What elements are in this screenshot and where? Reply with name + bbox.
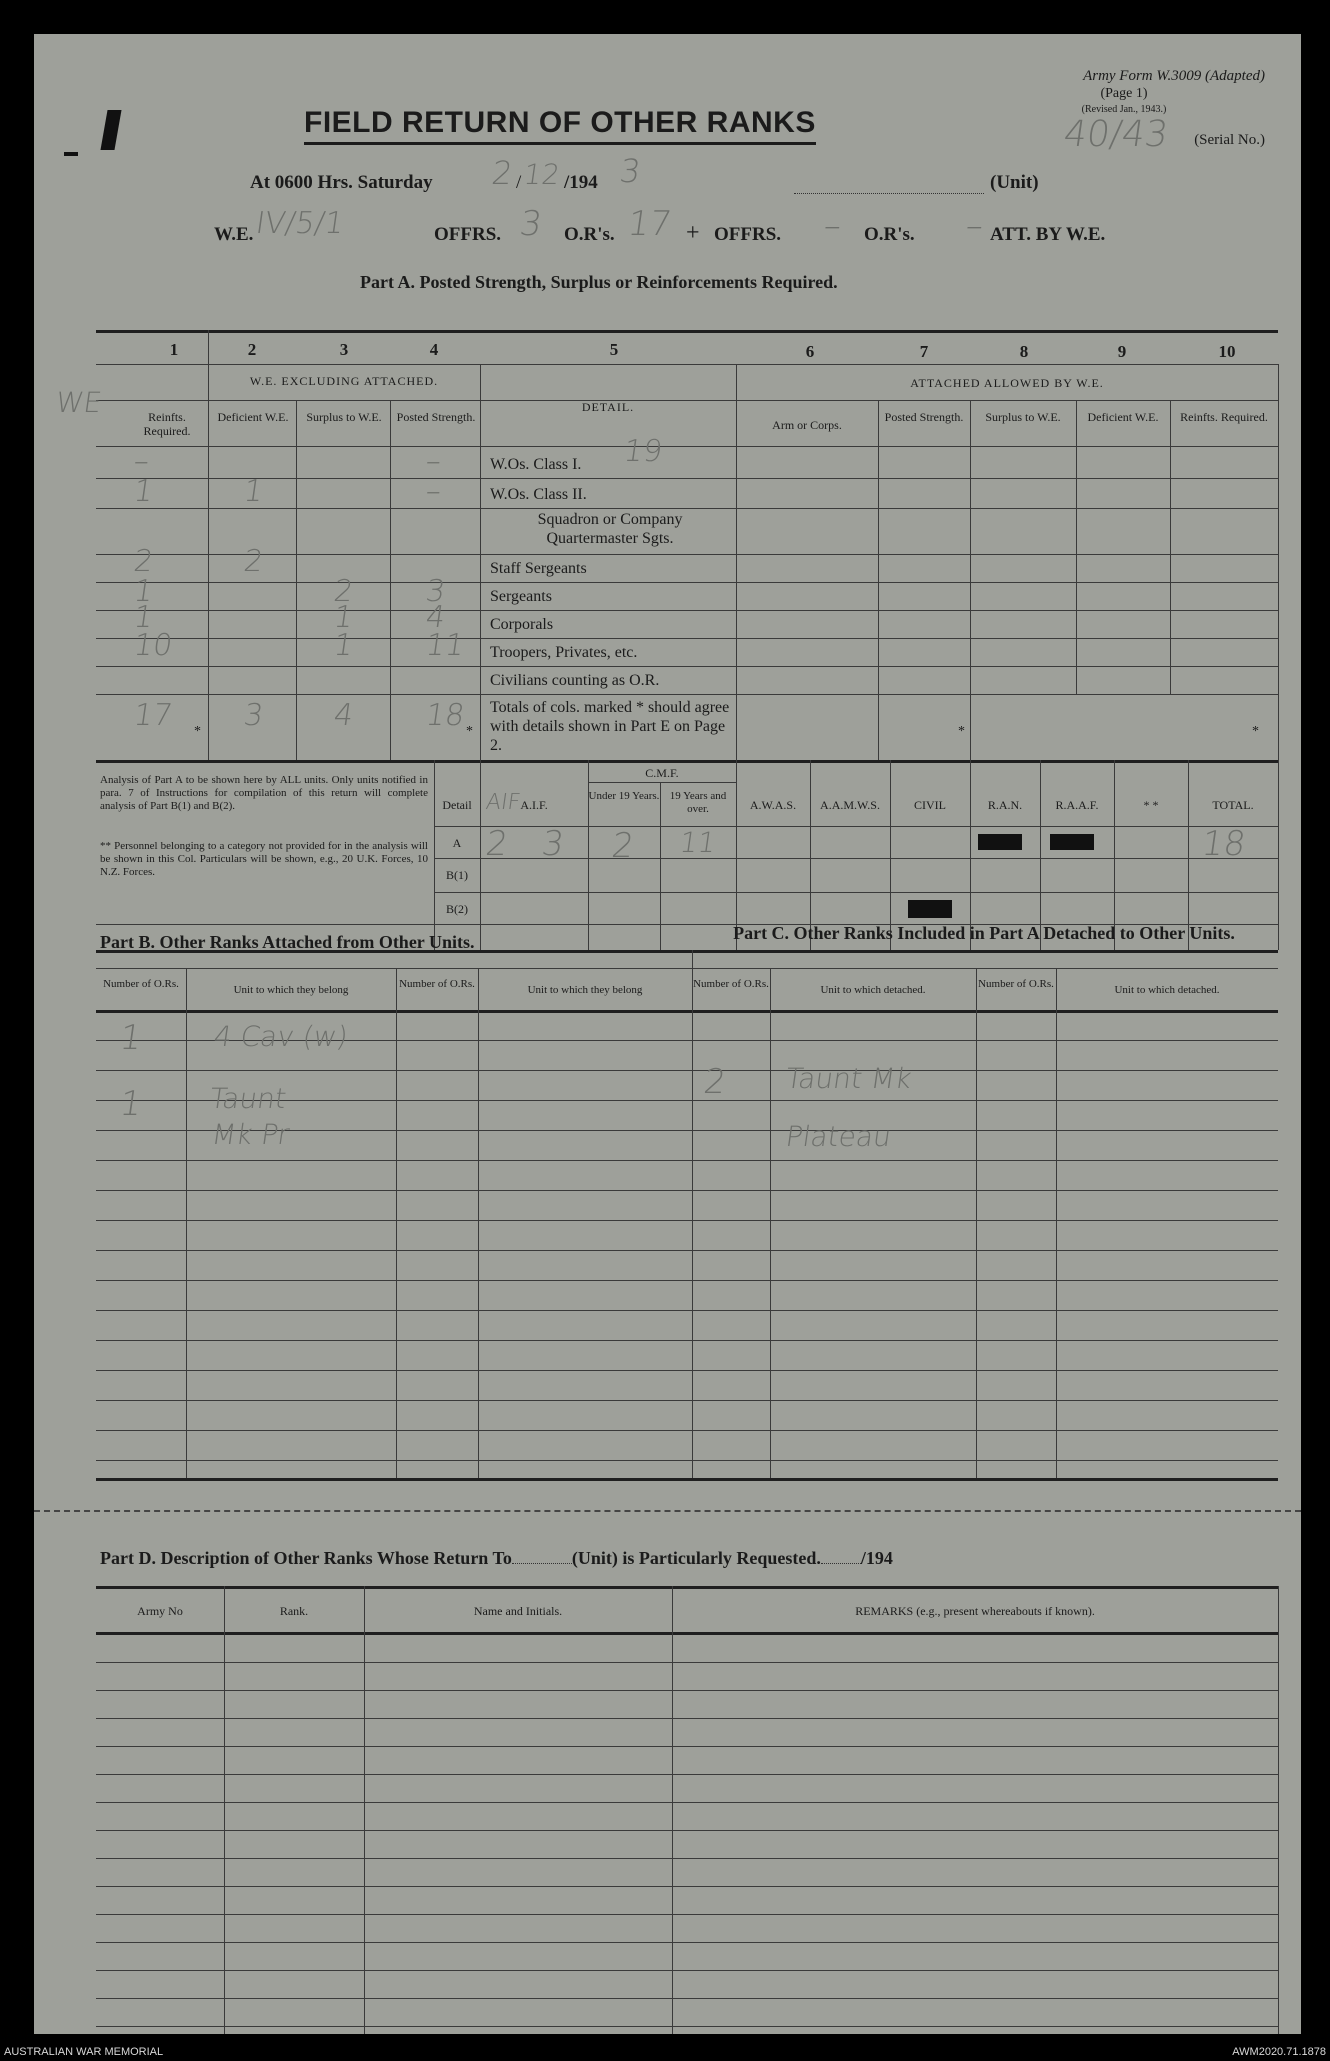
unit-label: (Unit) <box>990 172 1039 193</box>
hw-part-a-cell: 4 <box>423 600 448 635</box>
hw-serial: 40/43 <box>1061 114 1171 155</box>
plus-sign: + <box>686 220 700 246</box>
table-row[interactable] <box>96 1970 1278 1971</box>
part-a-title: Part A. Posted Strength, Surplus or Reinforcements Required. <box>360 272 838 292</box>
analysis-row-b2: B(2) <box>446 902 468 916</box>
pc-unit-hdr: Unit to which detached. <box>820 984 926 996</box>
analysis-ran: R.A.N. <box>987 798 1023 812</box>
table-row[interactable] <box>96 1858 1278 1859</box>
analysis-row-b1: B(1) <box>446 868 468 882</box>
part-b-title: Part B. Other Ranks Attached from Other Units. <box>100 932 475 952</box>
col-num: 1 <box>169 340 179 359</box>
row-label: W.Os. Class I. <box>490 456 582 473</box>
asterisk: * <box>194 724 201 739</box>
unit-field[interactable] <box>794 192 984 194</box>
hw-part-a-cell: 2 <box>131 544 156 579</box>
hw-part-a-cell: 2 <box>331 574 356 609</box>
table-row[interactable] <box>96 1718 1278 1719</box>
pc-num-hdr: Number of O.Rs. <box>978 978 1054 990</box>
analysis-over19: 19 Years and over. <box>669 790 727 815</box>
army-form-label: Army Form W.3009 (Adapted) <box>1083 68 1265 84</box>
row-label: W.Os. Class II. <box>490 486 587 503</box>
hw-part-a-cell: 1 <box>331 600 356 635</box>
hw-detail-top: 19 <box>621 434 665 469</box>
hw-part-a-cell: 11 <box>423 628 467 663</box>
hw-part-a-cell: 1 <box>331 628 356 663</box>
row-label: Troopers, Privates, etc. <box>490 644 638 661</box>
table-row[interactable] <box>96 2026 1278 2027</box>
row-label: Sergeants <box>490 588 552 605</box>
pd-name: Name and Initials. <box>473 1604 563 1618</box>
analysis-note2: ** Personnel belonging to a category not provided for in the analysis will be shown in this Col. Particulars will be shown, e.g., 20 U.K. Forces, 10 N.Z. Forces. <box>100 840 428 878</box>
hw-a-under19: 2 <box>609 826 637 866</box>
ink-dash <box>64 152 78 156</box>
hw-part-a-cell: 4 <box>331 698 356 733</box>
hw-a-over19: 11 <box>677 826 718 859</box>
table-row[interactable] <box>96 1998 1278 1999</box>
redacted-box <box>1050 834 1094 850</box>
row-label: Totals of cols. marked * should agree with details shown in Part E on Page 2. <box>490 699 730 754</box>
revised-label: (Revised Jan., 1943.) <box>1081 104 1167 115</box>
part-c-title: Part C. Other Ranks Included in Part A Detached to Other Units. <box>733 923 1235 943</box>
hw-part-a-cell: 1 <box>131 474 156 509</box>
asterisk: * <box>1252 724 1259 739</box>
hw-aif: AIF <box>484 790 522 815</box>
table-row[interactable] <box>96 1886 1278 1887</box>
hw-pb-unit: 4 Cav (w) <box>211 1020 350 1053</box>
form-title: FIELD RETURN OF OTHER RANKS <box>304 104 816 145</box>
hw-a-aif2: 3 <box>539 824 567 864</box>
analysis-row-a: A <box>452 836 462 850</box>
row-label: Staff Sergeants <box>490 560 587 577</box>
we-label: W.E. <box>214 224 254 245</box>
hw-pb-unit: Taunt <box>207 1082 289 1115</box>
hw-part-a-cell: 17 <box>131 698 175 733</box>
hdr-posted: Posted Strength. <box>396 410 476 424</box>
table-row[interactable] <box>96 1830 1278 1831</box>
pd-army-no: Army No <box>137 1604 183 1618</box>
pd-rank: Rank. <box>279 1604 309 1618</box>
row-label: Corporals <box>490 616 554 633</box>
offrs2-label: OFFRS. <box>714 224 782 245</box>
analysis-awas: A.W.A.S. <box>749 798 797 812</box>
asterisk: * <box>466 724 473 739</box>
hw-pc-unit: Plateau <box>783 1120 894 1153</box>
hw-we-no: IV/5/1 <box>253 206 347 241</box>
hw-part-a-cell: 1 <box>241 474 266 509</box>
col-num: 9 <box>1117 342 1127 361</box>
hw-part-a-cell: 3 <box>241 698 266 733</box>
hw-margin: WE <box>53 386 104 419</box>
attached-allowed-header: ATTACHED ALLOWED BY W.E. <box>910 376 1104 390</box>
hw-ors: 17 <box>625 204 675 244</box>
ink-mark <box>100 110 121 150</box>
hdr-surplus: Surplus to W.E. <box>306 410 382 424</box>
analysis-detail: Detail <box>442 798 472 812</box>
at-label: At 0600 Hrs. Saturday <box>250 172 433 193</box>
footer-right: AWM2020.71.1878 <box>1232 2046 1326 2058</box>
att-label: ATT. BY W.E. <box>990 224 1106 245</box>
date-slash: / <box>516 172 522 193</box>
tear-line <box>34 1510 1301 1512</box>
analysis-starstar: * * <box>1143 798 1159 812</box>
hw-offrs2: – <box>821 206 844 246</box>
analysis-under19: Under 19 Years. <box>588 790 660 802</box>
col-num: 8 <box>1019 342 1029 361</box>
table-row[interactable] <box>96 1460 1278 1461</box>
hw-a-total: 18 <box>1199 824 1249 864</box>
offrs-label: OFFRS. <box>434 224 502 245</box>
footer-left: AUSTRALIAN WAR MEMORIAL <box>4 2046 164 2058</box>
table-row[interactable] <box>96 1802 1278 1803</box>
pc-unit-hdr: Unit to which detached. <box>1114 984 1220 996</box>
hw-part-a-cell: – <box>423 444 444 479</box>
table-row[interactable] <box>96 1400 1278 1401</box>
hw-a-aif1: 2 <box>483 824 511 864</box>
analysis-aif: A.I.F. <box>520 798 548 812</box>
hw-part-a-cell: 3 <box>423 574 448 609</box>
ors-label: O.R's. <box>564 224 615 245</box>
analysis-raaf: R.A.A.F. <box>1055 798 1099 812</box>
hw-ors2: – <box>963 206 986 246</box>
col-num: 6 <box>805 342 815 361</box>
hw-pb-unit: Mk Pr <box>209 1118 292 1151</box>
pb-unit-hdr: Unit to which they belong <box>233 984 349 996</box>
table-row[interactable] <box>96 1774 1278 1775</box>
hw-month: 12 <box>521 158 562 191</box>
we-excluding-header: W.E. EXCLUDING ATTACHED. <box>249 374 439 388</box>
page-label: (Page 1) <box>1100 86 1148 101</box>
hw-pb-num: 1 <box>117 1084 145 1124</box>
col-num: 10 <box>1218 342 1236 361</box>
hw-pb-num: 1 <box>117 1018 145 1058</box>
pc-num-hdr: Number of O.Rs. <box>693 978 769 990</box>
hdr-deficient: Deficient W.E. <box>217 410 289 424</box>
table-row[interactable] <box>96 1430 1278 1431</box>
hdr-surplus-att: Surplus to W.E. <box>985 410 1061 424</box>
col-num: 4 <box>429 340 439 359</box>
table-row[interactable] <box>96 1250 1278 1251</box>
ors2-label: O.R's. <box>864 224 915 245</box>
hw-part-a-cell: – <box>423 474 444 509</box>
hw-pc-num: 2 <box>701 1062 729 1102</box>
date-year-prefix: /194 <box>564 172 598 193</box>
table-row[interactable] <box>96 1942 1278 1943</box>
col-num: 7 <box>919 342 929 361</box>
part-d-title: Part D. Description of Other Ranks Whose Return To (Unit) is Particularly Requested. /194 <box>100 1548 893 1568</box>
hw-part-a-cell: 1 <box>131 600 156 635</box>
hw-part-a-cell: 10 <box>131 628 175 663</box>
form-page <box>34 34 1301 2034</box>
table-row[interactable] <box>96 1220 1278 1221</box>
table-row[interactable] <box>96 1662 1278 1663</box>
analysis-note: Analysis of Part A to be shown here by ALL units. Only units notified in para. 7 of Instructions for compilation of this return will complete analysis of Part B(1) and B(2). <box>100 774 428 812</box>
hw-day: 2 <box>489 154 516 192</box>
table-row[interactable] <box>96 1310 1278 1311</box>
table-row[interactable] <box>96 1190 1278 1191</box>
table-row[interactable] <box>96 1370 1278 1371</box>
hw-pc-unit: Taunt Mk <box>783 1062 914 1095</box>
table-row[interactable] <box>96 1746 1278 1747</box>
table-row[interactable] <box>96 1280 1278 1281</box>
hdr-reinfts: Reinfts. Required. <box>143 410 191 438</box>
hw-part-a-cell: 2 <box>241 544 266 579</box>
table-row[interactable] <box>96 1070 1278 1071</box>
hw-year: 3 <box>617 152 644 190</box>
hdr-deficient-att: Deficient W.E. <box>1087 410 1159 424</box>
hw-part-a-cell: – <box>131 444 152 479</box>
hdr-reinfts-att: Reinfts. Required. <box>1180 410 1268 424</box>
serial-label: (Serial No.) <box>1194 132 1265 148</box>
asterisk: * <box>958 724 965 739</box>
table-row[interactable] <box>96 1914 1278 1915</box>
hdr-posted-att: Posted Strength. <box>884 410 964 424</box>
pb-num-hdr: Number of O.Rs. <box>399 978 475 990</box>
detail-header: DETAIL. <box>581 400 635 414</box>
table-row[interactable] <box>96 1340 1278 1341</box>
analysis-total: TOTAL. <box>1212 798 1254 812</box>
pb-num-hdr: Number of O.Rs. <box>103 978 179 990</box>
col-num: 5 <box>609 340 619 359</box>
table-row[interactable] <box>96 1690 1278 1691</box>
table-row[interactable] <box>96 1160 1278 1161</box>
redacted-box <box>978 834 1022 850</box>
col-num: 2 <box>247 340 257 359</box>
hw-part-a-cell: 18 <box>423 698 467 733</box>
pb-unit-hdr: Unit to which they belong <box>527 984 643 996</box>
analysis-cmf: C.M.F. <box>645 766 679 780</box>
col-num: 3 <box>339 340 349 359</box>
analysis-aamws: A.A.M.W.S. <box>820 798 880 812</box>
hw-part-a-cell: 1 <box>131 574 156 609</box>
hdr-arm: Arm or Corps. <box>772 418 842 432</box>
pd-remarks: REMARKS (e.g., present whereabouts if known). <box>855 1604 1095 1618</box>
analysis-civil: CIVIL <box>914 798 946 812</box>
redacted-box <box>908 900 952 918</box>
hw-offrs: 3 <box>517 204 545 244</box>
row-label: Squadron or Company Quartermaster Sgts. <box>537 511 683 547</box>
row-label: Civilians counting as O.R. <box>490 672 660 689</box>
